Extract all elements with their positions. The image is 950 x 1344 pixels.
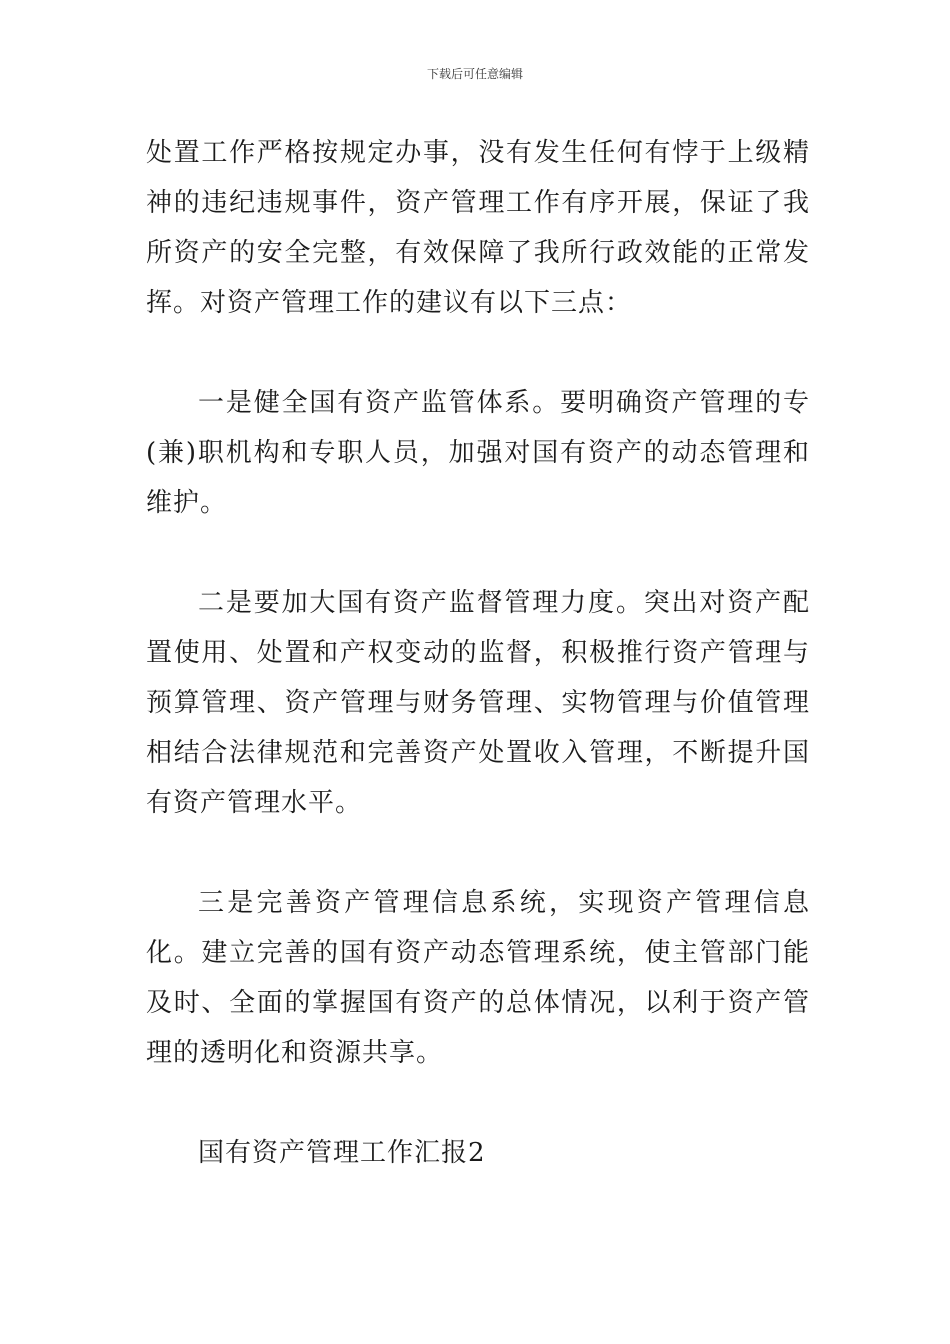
- section-heading: 国有资产管理工作汇报2: [198, 1138, 486, 1168]
- paragraph-suggestion-2: 二是要加大国有资产监督管理力度。突出对资产配置使用、处置和产权变动的监督，积极推行资产管理与预算管理、资产管理与财务管理、实物管理与价值管理相结合法律规范和完善资产处置收入管理，不断提升国有资产管理水平。: [146, 588, 810, 818]
- document-body: [146, 128, 810, 1178]
- paragraph-suggestion-1: 一是健全国有资产监管体系。要明确资产管理的专(兼)职机构和专职人员，加强对国有资产的动态管理和维护。: [146, 388, 810, 518]
- page-header-note: 下载后可任意编辑: [426, 67, 523, 81]
- paragraph-suggestion-3: 三是完善资产管理信息系统，实现资产管理信息化。建立完善的国有资产动态管理系统，使主管部门能及时、全面的掌握国有资产的总体情况，以利于资产管理的透明化和资源共享。: [146, 888, 810, 1068]
- paragraph-continuation: 处置工作严格按规定办事，没有发生任何有悖于上级精神的违纪违规事件，资产管理工作有序开展，保证了我所资产的安全完整，有效保障了我所行政效能的正常发挥。对资产管理工作的建议有以下三点：: [146, 138, 810, 318]
